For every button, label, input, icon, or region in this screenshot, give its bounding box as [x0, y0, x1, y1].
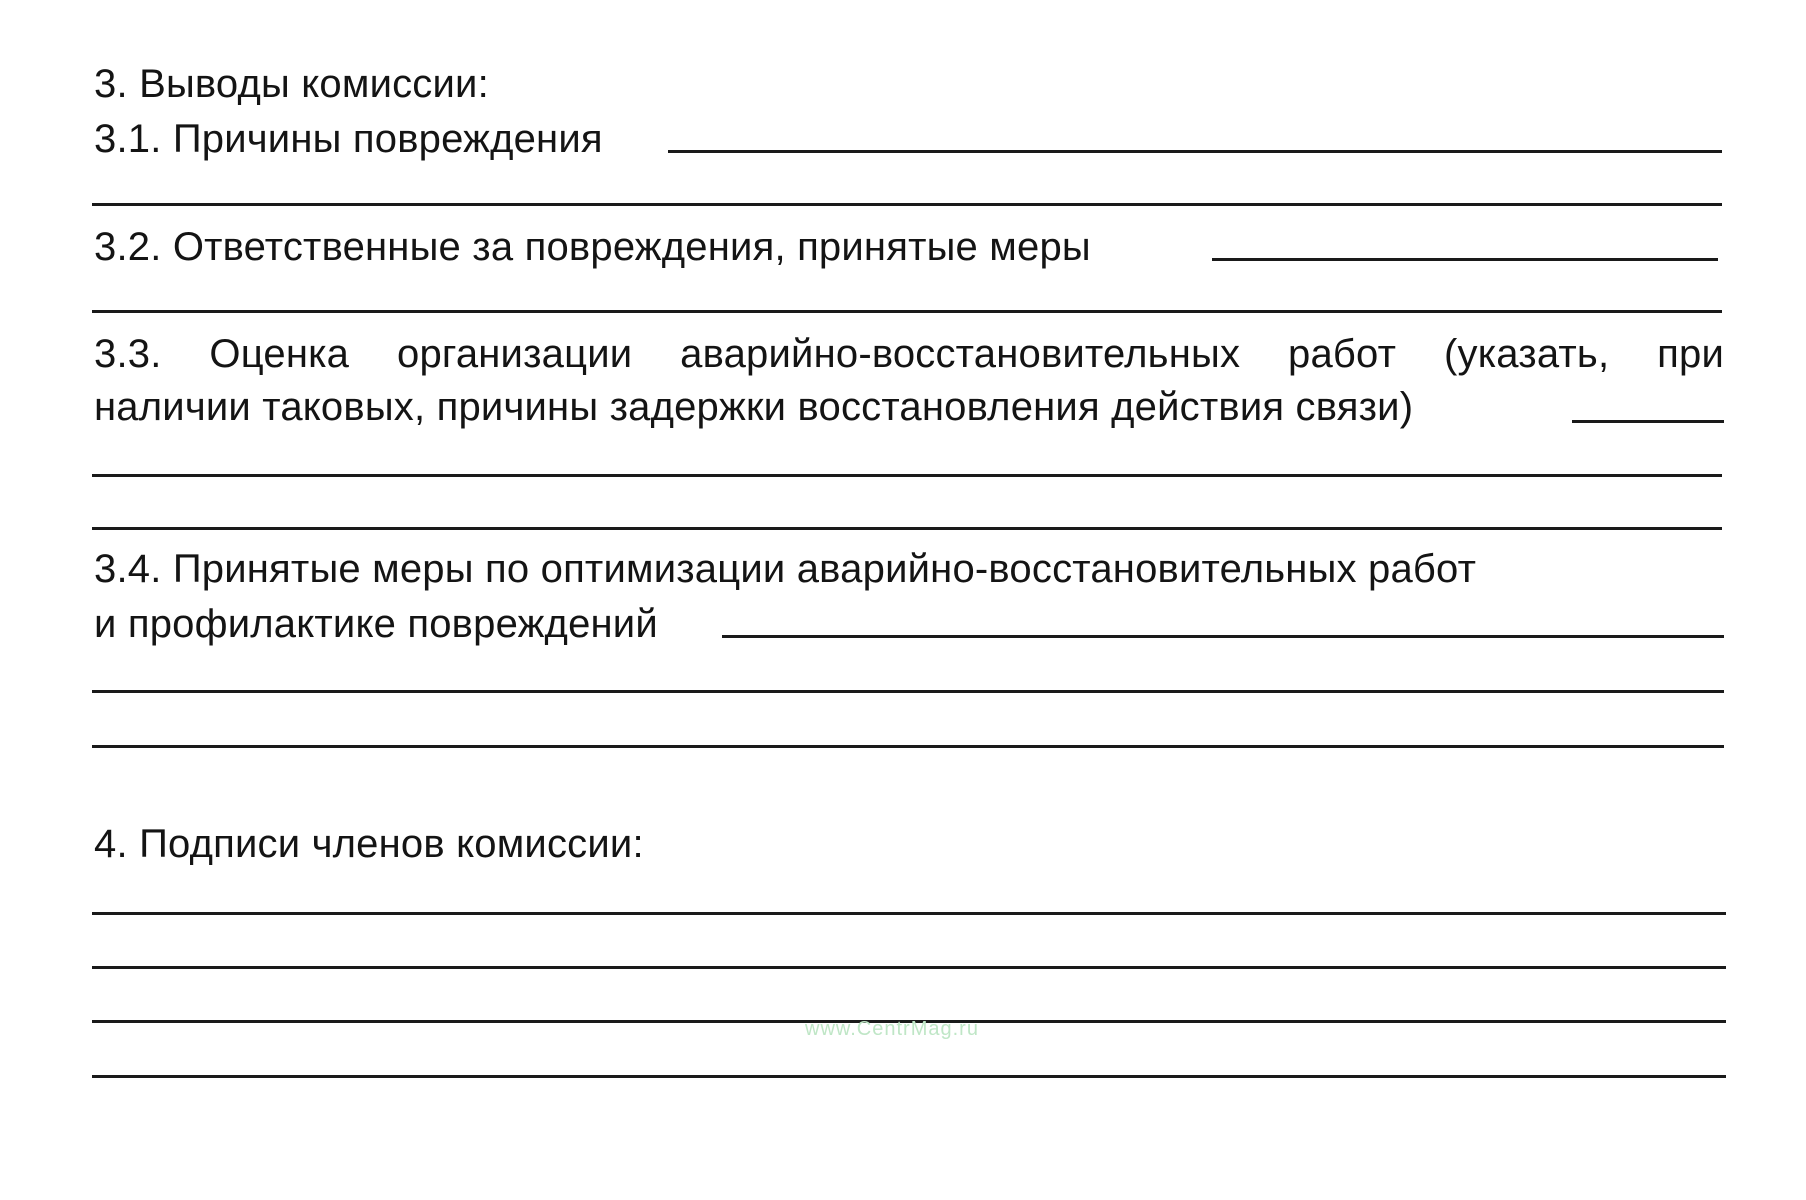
- item-3-4-label-line1: 3.4. Принятые меры по оптимизации аварийно-восстановительных работ: [94, 547, 1477, 591]
- item-3-3-label-line1: 3.3. Оценка организации аварийно-восстановительных работ (указать, при: [94, 332, 1724, 376]
- item-3-2-label: 3.2. Ответственные за повреждения, принятые меры: [94, 225, 1091, 269]
- item-3-4-label-line2: и профилактике повреждений: [94, 602, 658, 646]
- item-3-4-fill-line[interactable]: [722, 635, 1724, 638]
- watermark-text: www.CentrMag.ru: [805, 1018, 979, 1040]
- item-3-3-fill-line-3[interactable]: [92, 527, 1722, 530]
- item-3-4-fill-line-3[interactable]: [92, 745, 1724, 748]
- item-3-3-label-line2: наличии таковых, причины задержки восстановления действия связи): [94, 385, 1414, 429]
- item-3-1-label: 3.1. Причины повреждения: [94, 117, 603, 161]
- item-3-1-fill-line-2[interactable]: [92, 203, 1722, 206]
- signature-line-2[interactable]: [92, 966, 1726, 969]
- signature-line-1[interactable]: [92, 912, 1726, 915]
- section-4-heading: 4. Подписи членов комиссии:: [94, 822, 644, 866]
- section-3-heading: 3. Выводы комиссии:: [94, 62, 489, 106]
- item-3-3-fill-line[interactable]: [1572, 420, 1724, 423]
- item-3-3-fill-line-2[interactable]: [92, 474, 1722, 477]
- item-3-2-fill-line[interactable]: [1212, 258, 1718, 261]
- signature-line-4[interactable]: [92, 1075, 1726, 1078]
- item-3-1-fill-line[interactable]: [668, 150, 1722, 153]
- item-3-2-fill-line-2[interactable]: [92, 310, 1722, 313]
- item-3-4-fill-line-2[interactable]: [92, 690, 1724, 693]
